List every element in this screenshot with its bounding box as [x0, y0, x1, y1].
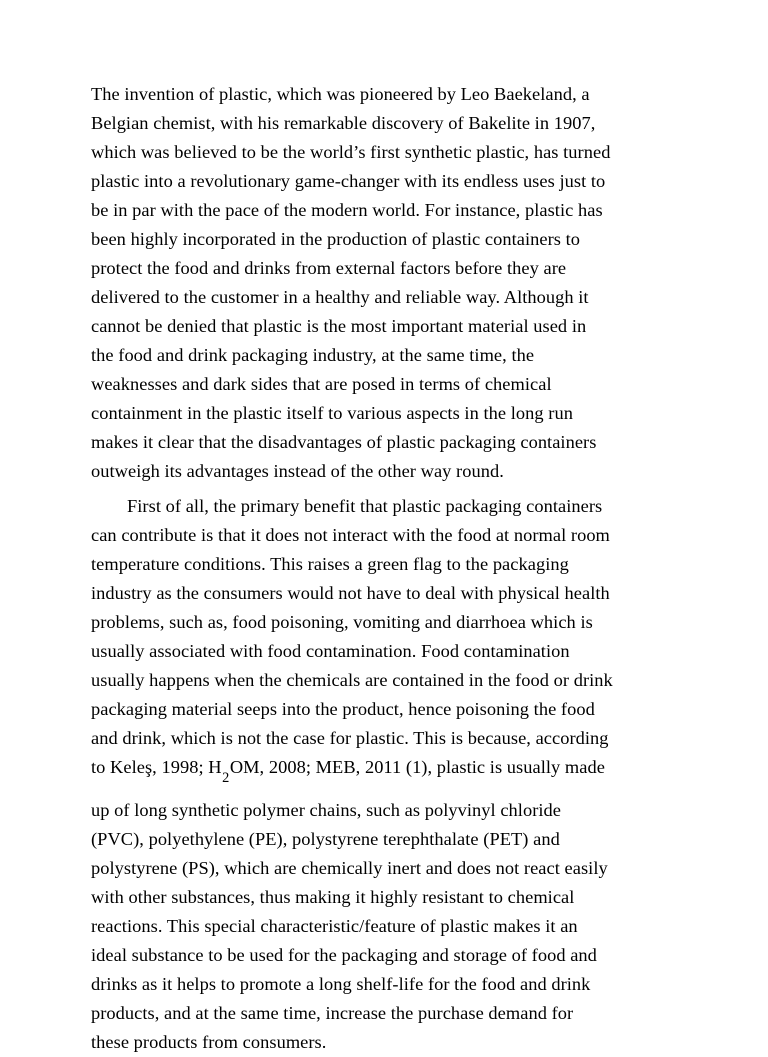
text-line: the food and drink packaging industry, at the same time, the — [91, 345, 535, 365]
text-line: First of all, the primary benefit that plastic packaging containers — [127, 496, 603, 516]
text-column — [91, 80, 683, 1057]
text-line: with other substances, thus making it highly resistant to chemical — [91, 887, 575, 907]
paragraph-two — [91, 492, 683, 1057]
text-line: been highly incorporated in the production of plastic containers to — [91, 229, 581, 249]
text-line: and drink, which is not the case for plastic. This is because, according — [91, 728, 609, 748]
text-line: drinks as it helps to promote a long shelf-life for the food and drink — [91, 974, 591, 994]
text-line: The invention of plastic, which was pioneered by Leo Baekeland, a — [91, 84, 590, 104]
text-line: reactions. This special characteristic/feature of plastic makes it an — [91, 916, 578, 936]
text-line: polystyrene (PS), which are chemically inert and does not react easily — [91, 858, 608, 878]
text-line: outweigh its advantages instead of the other way round. — [91, 461, 504, 481]
citation-text-before: to Keleş, 1998; H — [91, 757, 222, 777]
text-line: delivered to the customer in a healthy and reliable way. Although it — [91, 287, 589, 307]
paragraph-one — [91, 80, 683, 486]
text-line: products, and at the same time, increase the purchase demand for — [91, 1003, 574, 1023]
text-line: cannot be denied that plastic is the most important material used in — [91, 316, 587, 336]
text-line: (PVC), polyethylene (PE), polystyrene terephthalate (PET) and — [91, 829, 560, 849]
text-line: industry as the consumers would not have to deal with physical health — [91, 583, 610, 603]
text-line: these products from consumers. — [91, 1032, 327, 1052]
text-line-with-citation — [91, 753, 683, 786]
text-line: usually associated with food contamination. Food contamination — [91, 641, 570, 661]
text-line: plastic into a revolutionary game-changer with its endless uses just to — [91, 171, 606, 191]
text-line: protect the food and drinks from external factors before they are — [91, 258, 567, 278]
text-line: packaging material seeps into the product, hence poisoning the food — [91, 699, 595, 719]
text-line: usually happens when the chemicals are contained in the food or drink — [91, 670, 613, 690]
text-line: temperature conditions. This raises a green flag to the packaging — [91, 554, 569, 574]
text-line: weaknesses and dark sides that are posed in terms of chemical — [91, 374, 552, 394]
text-line: which was believed to be the world’s first synthetic plastic, has turned — [91, 142, 611, 162]
text-line: problems, such as, food poisoning, vomiting and diarrhoea which is — [91, 612, 593, 632]
text-line: up of long synthetic polymer chains, such as polyvinyl chloride — [91, 800, 561, 820]
citation-text-after: OM, 2008; MEB, 2011 (1), plastic is usually made — [229, 757, 605, 777]
text-line: containment in the plastic itself to various aspects in the long run — [91, 403, 573, 423]
subscript-digit: 2 — [222, 769, 230, 786]
text-line: can contribute is that it does not interact with the food at normal room — [91, 525, 610, 545]
text-line: ideal substance to be used for the packaging and storage of food and — [91, 945, 597, 965]
text-line: makes it clear that the disadvantages of plastic packaging containers — [91, 432, 597, 452]
text-line: be in par with the pace of the modern world. For instance, plastic has — [91, 200, 603, 220]
text-line: Belgian chemist, with his remarkable discovery of Bakelite in 1907, — [91, 113, 596, 133]
